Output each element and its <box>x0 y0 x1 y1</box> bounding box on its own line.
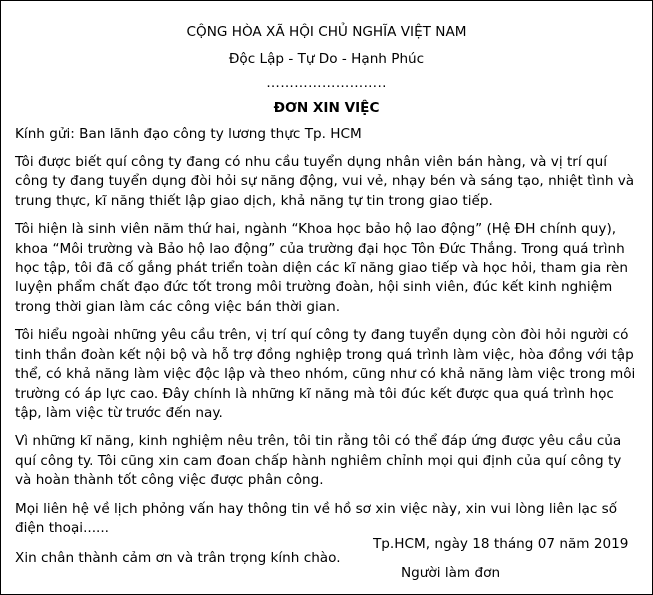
letter-greeting: Kính gửi: Ban lãnh đạo công ty lương thực Tp. HCM <box>15 125 362 142</box>
letter-paragraph: Tôi hiện là sinh viên năm thứ hai, ngành “Khoa học bảo hộ lao động” (Hệ ĐH chính quy), khoa “Môi trường và Bảo hộ lao động” của trường đại học Tôn Đức Thắng. Trong quá trình học tập, tôi đã cố gắng phát triển toàn diện các kĩ năng giao tiếp và học hỏi, tham gia rèn luyện phẩm chất đạo đức tốt trong môi trường đoàn, hội sinh viên, đúc kết kinh nghiệm trong thời gian làm các công việc bán thời gian. <box>15 221 628 315</box>
country-heading: CỘNG HÒA XÃ HỘI CHỦ NGHĨA VIỆT NAM <box>186 24 467 40</box>
heading-separator: …………………….. <box>266 74 387 91</box>
letter-paragraph: Tôi được biết quí công ty đang có nhu cầu tuyển dụng nhân viên bán hàng, và vị trí quí công ty đang tuyển dụng đòi hỏi sự năng động, vui vẻ, nhạy bén và sáng tạo, nhiệt tình và trung thực, kĩ năng thiết lập giao dịch, khả năng tự tin trong giao tiếp. <box>15 154 635 209</box>
letter-closing: Xin chân thành cảm ơn và trân trọng kính chào. <box>15 550 341 567</box>
signer-label: Người làm đơn <box>401 565 501 581</box>
letter-paragraph: Vì những kĩ năng, kinh nghiệm nêu trên, tôi tin rằng tôi có thể đáp ứng được yêu cầu của quí công ty. Tôi cũng xin cam đoan chấp hành nghiêm chỉnh mọi qui định của quí công ty và hoàn thành tốt công việc được phân công. <box>15 433 622 489</box>
document-title: ĐƠN XIN VIỆC <box>273 100 380 117</box>
letter-paragraph: Mọi liên hệ về lịch phỏng vấn hay thông tin về hồ sơ xin việc này, xin vui lòng liên lạc số điện thoại...... <box>15 500 618 536</box>
national-motto: Độc Lập - Tự Do - Hạnh Phúc <box>228 51 425 68</box>
letter-paragraph: Tôi hiểu ngoài những yêu cầu trên, vị trí quí công ty đang tuyển dụng còn đòi hỏi người có tinh thần đoàn kết nội bộ và hỗ trợ đồng nghiệp trong quá trình làm việc, hòa đồng với tập thể, có khả năng làm việc độc lập và theo nhóm, cũng như có khả năng làm việc trong môi trường có áp lực cao. Đây chính là những kĩ năng mà tôi đúc kết được qua quá trình học tập, làm việc từ trước đến nay. <box>15 327 636 421</box>
signature-place-date: Tp.HCM, ngày 18 tháng 07 năm 2019 <box>373 536 629 552</box>
